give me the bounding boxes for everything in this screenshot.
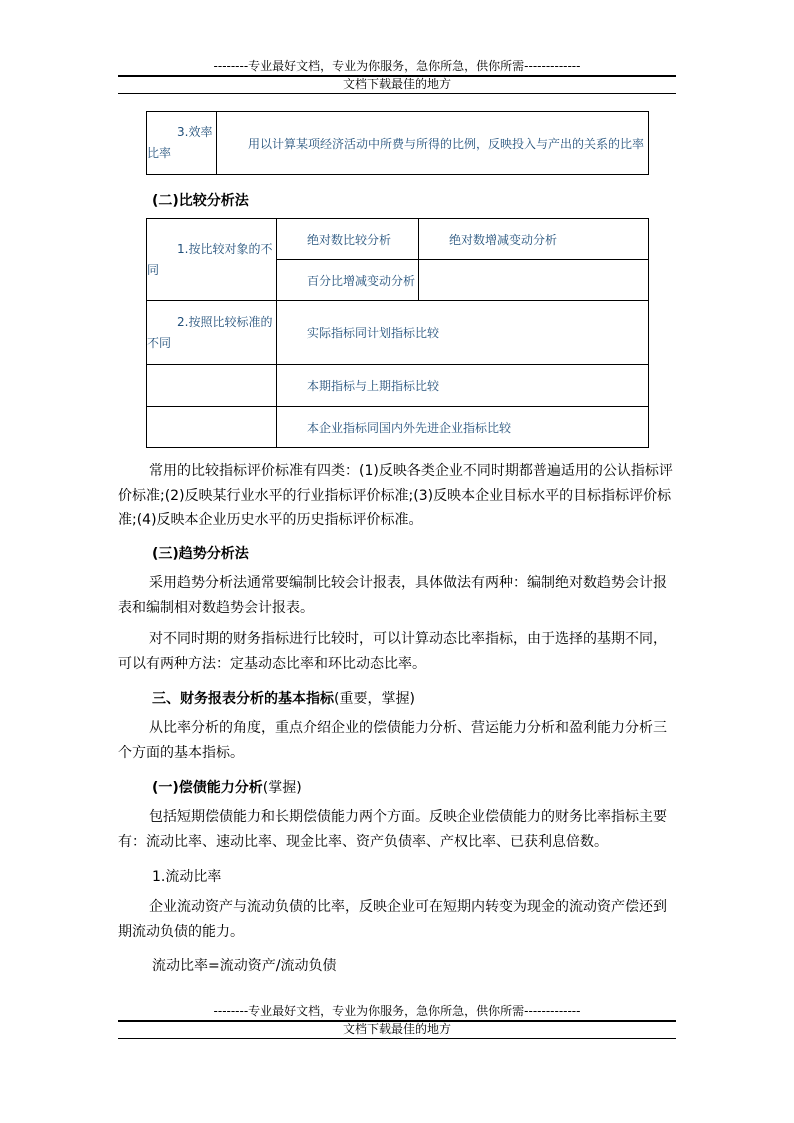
heading-solvency-note: (掌握) <box>262 780 302 796</box>
cell-actual-vs-plan: 实际指标同计划指标比较 <box>277 301 649 365</box>
heading-solvency-text: (一)偿债能力分析 <box>152 780 263 796</box>
page-footer-subtext: 文档下载最佳的地方 <box>342 1022 451 1036</box>
group-by-standard-line2: 不同 <box>147 335 172 350</box>
group-by-standard <box>147 301 277 365</box>
paragraph-evaluation-standards: 常用的比较指标评价标准有四类：(1)反映各类企业不同时期都普遍适用的公认指标评价标准;(2)反映某行业水平的行业指标评价标准;(3)反映本企业目标水平的目标指标评价标准;(4)反映本企业历史水平的历史指标评价标准。 <box>118 463 673 528</box>
efficiency-ratio-table <box>146 111 649 175</box>
section-trend-analysis-title: (三)趋势分析法 <box>152 546 249 562</box>
paragraph-ratio-overview: 从比率分析的角度，重点介绍企业的偿债能力分析、营运能力分析和盈利能力分析三个方面的基本指标。 <box>118 720 667 761</box>
page-footer-text: --------专业最好文档，专业为你服务，急你所急，供你所需------------- <box>213 1004 581 1018</box>
heading-basic-indicators <box>152 688 415 708</box>
heading-basic-indicators-note: (重要，掌握) <box>334 691 415 707</box>
efficiency-ratio-desc: 用以计算某项经济活动中所费与所得的比例，反映投入与产出的关系的比率 <box>217 112 649 175</box>
page-header-subtext: 文档下载最佳的地方 <box>342 77 451 91</box>
cell-empty <box>419 260 649 301</box>
cell-current-vs-previous: 本期指标与上期指标比较 <box>277 365 649 407</box>
cell-absolute-comparison: 绝对数比较分析 <box>277 219 419 260</box>
section-comparative-analysis-title: (二)比较分析法 <box>152 193 249 209</box>
page-header-text: --------专业最好文档，专业为你服务，急你所急，供你所需------------- <box>213 59 581 73</box>
item-current-ratio: 1.流动比率 <box>152 869 222 885</box>
efficiency-ratio-label-line2: 比率 <box>147 146 172 160</box>
efficiency-ratio-label <box>147 112 217 175</box>
group-by-object-line2: 同 <box>147 262 160 277</box>
header-subrule <box>118 93 676 94</box>
footer-subrule <box>118 1038 676 1039</box>
cell-absolute-change: 绝对数增减变动分析 <box>419 219 649 260</box>
group-by-object-line1: 1.按比较对象的不 <box>177 241 273 256</box>
formula-current-ratio: 流动比率=流动资产/流动负债 <box>152 958 337 974</box>
heading-basic-indicators-text: 三、财务报表分析的基本指标 <box>152 691 334 707</box>
cell-vs-advanced-peers: 本企业指标同国内外先进企业指标比较 <box>277 407 649 448</box>
paragraph-solvency-indicators: 包括短期偿债能力和长期偿债能力两个方面。反映企业偿债能力的财务比率指标主要有：流动比率、速动比率、现金比率、资产负债率、产权比率、已获利息倍数。 <box>118 809 667 850</box>
heading-solvency-analysis <box>152 777 302 797</box>
cell-empty <box>147 365 277 407</box>
cell-percentage-change: 百分比增减变动分析 <box>277 260 419 301</box>
paragraph-dynamic-ratio: 对不同时期的财务指标进行比较时，可以计算动态比率指标，由于选择的基期不同，可以有两种方法：定基动态比率和环比动态比率。 <box>118 631 667 672</box>
cell-empty <box>147 407 277 448</box>
comparison-method-table <box>146 218 649 448</box>
paragraph-current-ratio-def: 企业流动资产与流动负债的比率，反映企业可在短期内转变为现金的流动资产偿还到期流动负债的能力。 <box>118 899 667 940</box>
efficiency-ratio-label-line1: 3.效率 <box>177 125 213 139</box>
paragraph-trend-method: 采用趋势分析法通常要编制比较会计报表，具体做法有两种：编制绝对数趋势会计报表和编制相对数趋势会计报表。 <box>118 575 667 616</box>
group-by-standard-line1: 2.按照比较标准的 <box>177 314 273 329</box>
group-by-object <box>147 219 277 301</box>
